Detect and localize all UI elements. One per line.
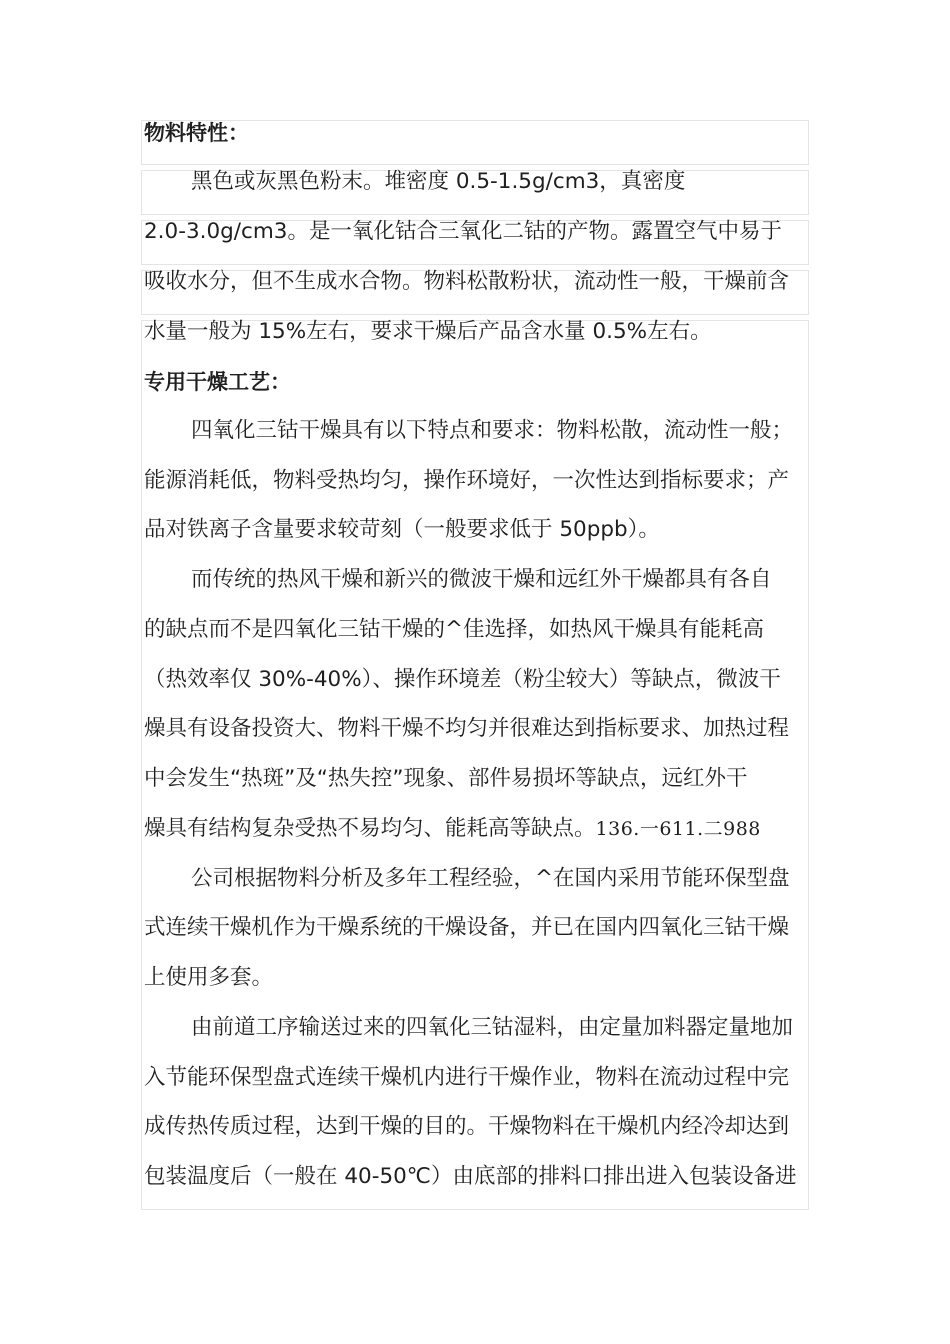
text-line: 中会发生“热斑”及“热失控”现象、部件易损坏等缺点，远红外干	[144, 766, 748, 791]
text-line: 水量一般为 15%左右，要求干燥后产品含水量 0.5%左右。	[144, 319, 712, 344]
text-line	[144, 814, 824, 844]
text-line: 由前道工序输送过来的四氧化三钴湿料，由定量加料器定量地加	[191, 1015, 794, 1040]
text-line: 入节能环保型盘式连续干燥机内进行干燥作业，物料在流动过程中完	[144, 1065, 790, 1090]
text-line: 燥具有设备投资大、物料干燥不均匀并很难达到指标要求、加热过程	[144, 716, 790, 741]
text-line: 品对铁离子含量要求较苛刻（一般要求低于 50ppb）。	[144, 517, 660, 542]
text-line: 2.0-3.0g/cm3。是一氧化钴合三氧化二钴的产物。露置空气中易于	[144, 219, 782, 244]
text-line: 四氧化三钴干燥具有以下特点和要求：物料松散，流动性一般；	[191, 418, 794, 443]
text-line: 能源消耗低，物料受热均匀，操作环境好，一次性达到指标要求；产	[144, 468, 790, 493]
text-line: 吸收水分，但不生成水合物。物料松散粉状，流动性一般，干燥前含	[144, 269, 790, 294]
text-line: （热效率仅 30%-40%）、操作环境差（粉尘较大）等缺点，微波干	[144, 667, 781, 692]
text-line: 成传热传质过程，达到干燥的目的。干燥物料在干燥机内经冷却达到	[144, 1114, 790, 1139]
text-line: 的缺点而不是四氧化三钴干燥的^佳选择，如热风干燥具有能耗高	[144, 617, 765, 642]
section-heading-material-properties: 物料特性：	[144, 121, 249, 145]
text-line: 包装温度后（一般在 40-50℃）由底部的排料口排出进入包装设备进	[144, 1164, 797, 1189]
text-line: 而传统的热风干燥和新兴的微波干燥和远红外干燥都具有各自	[191, 567, 772, 592]
text-line: 公司根据物料分析及多年工程经验，^在国内采用节能环保型盘	[191, 866, 790, 891]
text-segment: 燥具有结构复杂受热不易均匀、能耗高等缺点。	[144, 816, 596, 841]
text-line: 上使用多套。	[144, 965, 274, 990]
section-heading-drying-process: 专用干燥工艺：	[144, 370, 291, 394]
text-line: 黑色或灰黑色粉末。堆密度 0.5-1.5g/cm3，真密度	[191, 169, 686, 194]
phone-number-text: 136.一611.二988	[595, 818, 761, 840]
text-line: 式连续干燥机作为干燥系统的干燥设备，并已在国内四氧化三钴干燥	[144, 915, 790, 940]
